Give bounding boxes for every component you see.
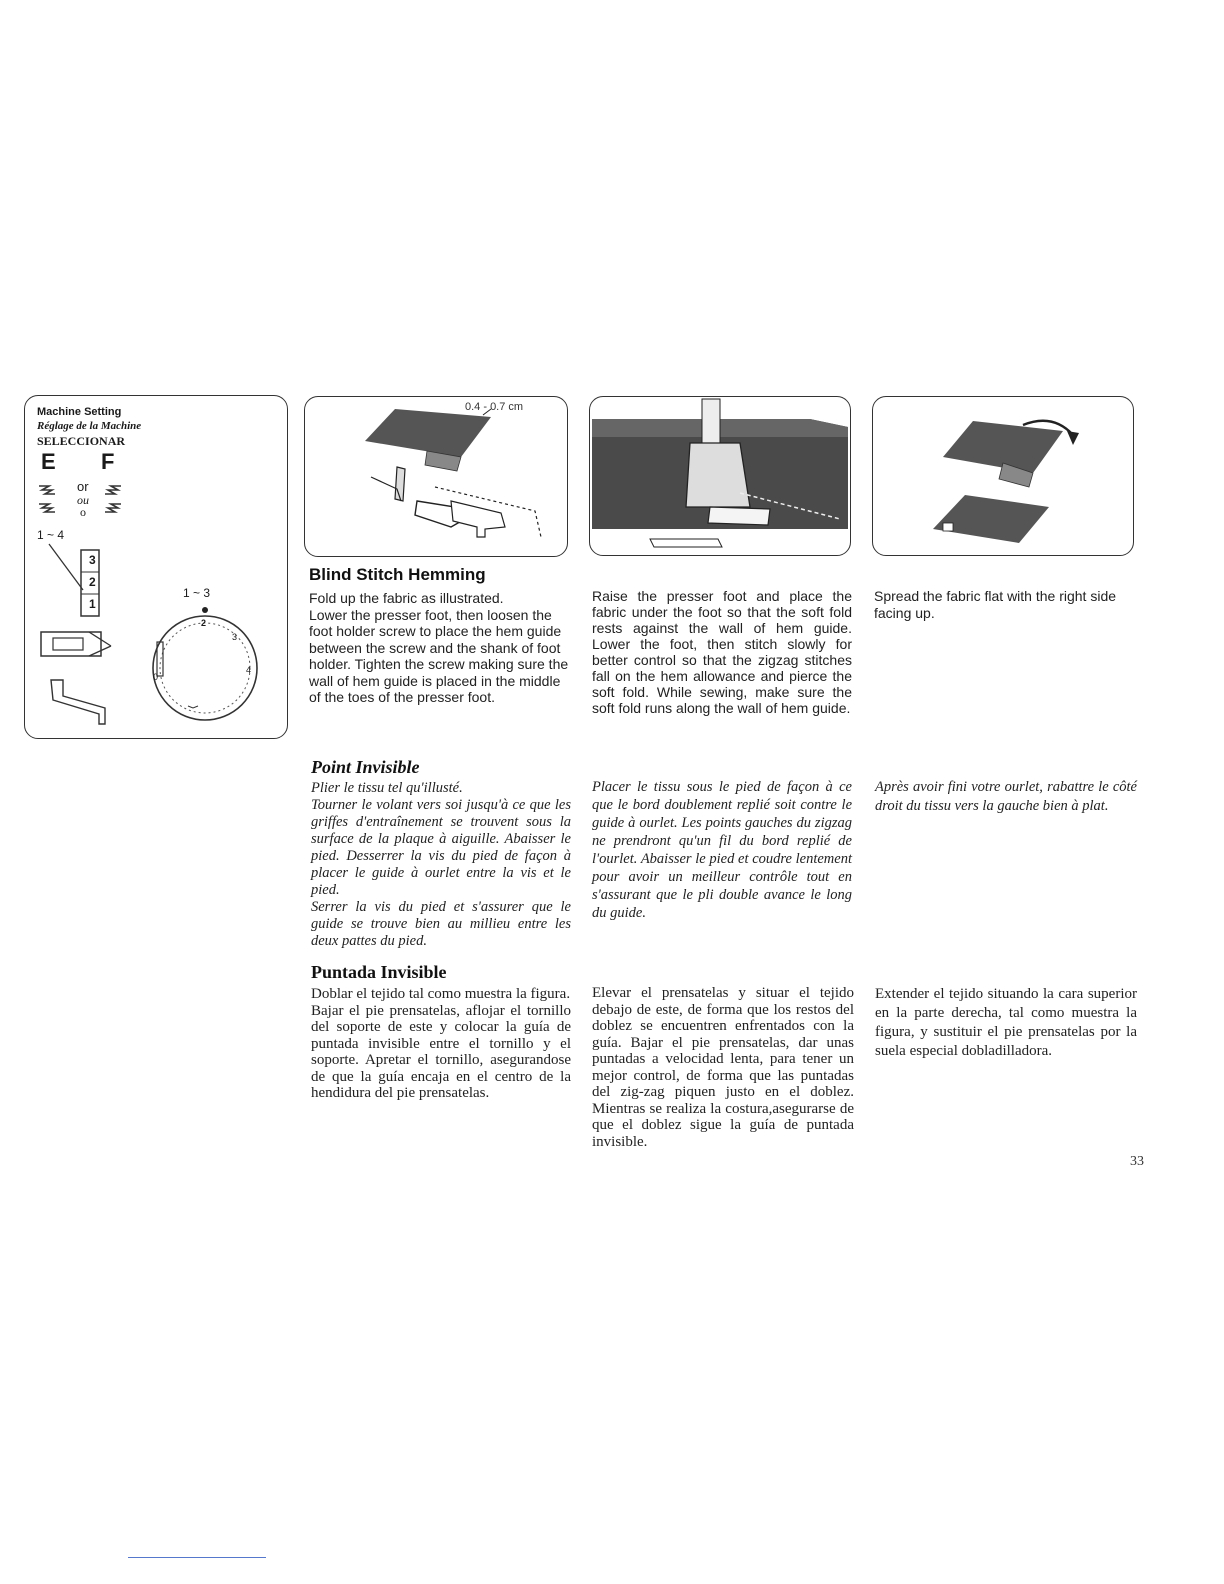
spanish-col3-text: Extender el tejido situando la cara superior en la parte derecha, tal como muestra la figura, y sustituir el pie prensatelas por la suela especial dobladilladora. [875,986,1137,1059]
hem-guide-icon [41,674,121,730]
fold-measurement-label: 0.4 - 0.7 cm [465,401,524,413]
english-col1-para2: Lower the presser foot, then loosen the foot holder screw to place the hem guide between the screw and the shank of foot holder. Tighten the screw making sure the wall of hem guide is placed in the middle of the toes of the presser foot. [309,606,569,705]
pattern-f-label: F [101,449,115,474]
page-number: 33 [1130,1154,1144,1169]
blind-stitch-pattern-e-icon [35,478,69,526]
spanish-col1-text [311,986,571,1102]
french-col1-para3: Serrer la vis du pied et s'assurer que le guide se trouve bien au millieu entre les deux pattes du pied. [311,899,571,949]
machine-setting-label-es: SELECCIONAR [37,434,126,448]
english-col1-para1: Fold up the fabric as illustrated. [309,590,504,606]
length-mark-2: 2 [89,575,96,589]
footer-rule [128,1557,266,1558]
folded-fabric-with-guide-illustration [305,397,567,555]
dial-mark-0: 0 [153,672,159,682]
french-heading: Point Invisible [311,757,420,777]
figure-spread-fabric [872,396,1134,556]
french-col3-text: Après avoir fini votre ourlet, rabattre le côté droit du tissu vers la gauche bien à plat. [875,779,1137,814]
spanish-col2-text: Elevar el prensatelas y situar el tejido debajo de este, de forma que los restos del doblez se encuentren enfrentados con la guía. Bajar el pie prensatelas, dar unas puntadas a velocidad lenta, para tener un mejor control, de forma que las puntadas del zig-zag piquen justo en el doblez. Mientras se realiza la costura,asegurarse de que el doblez sigue la guía de puntada invisible. [592,985,854,1150]
dial-mark-4: 4 [246,665,252,675]
or-en: or [77,479,89,494]
blind-stitch-pattern-f-icon [95,478,129,526]
or-es: o [80,505,86,519]
thread-tension-dial-icon [143,602,271,728]
english-col1-text [309,590,571,706]
french-col1-para2: Tourner le volant vers soi jusqu'à ce que les griffes d'entraînement se trouvent sous la surface de la plaque à aiguille. Abaisser le pied. Desserrer la vis du pied de façon à placer le guide à ourlet entre la vis et le pied. [311,797,571,898]
french-col1-text [311,780,571,950]
sewing-under-foot-illustration [590,397,850,555]
dial-mark-3: 3 [232,632,238,642]
french-col1-para1: Plier le tissu tel qu'illusté. [311,780,463,796]
tension-range: 1 ~ 3 [183,586,211,600]
machine-setting-label-fr: Réglage de la Machine [37,420,142,432]
figure-fold-fabric [304,396,568,557]
blind-hem-foot-icon [37,626,117,666]
english-heading: Blind Stitch Hemming [309,565,486,584]
machine-setting-panel [24,395,288,739]
stitch-length-dial-icon [45,542,105,622]
machine-setting-label-en: Machine Setting [37,406,122,418]
fabric-spread-flat-illustration [873,397,1133,555]
english-col2-text: Raise the presser foot and place the fabric under the foot so that the soft fold rests against the wall of hem guide. Lower the foot, then stitch slowly for better control so that the zigzag stitches fall on the hem allowance and pierce the soft fold. While sewing, make sure the soft fold runs along the wall of hem guide. [592,588,852,716]
or-fr: ou [77,493,89,507]
french-col2-text: Placer le tissu sous le pied de façon à ce que le bord doublement replié soit contre le guide à ourlet. Les points gauches du zigzag ne prendront qu'un fil du bord replié de l'ourlet. Abaisser le pied et coudre lentement pour avoir un meilleur contrôle tout en s'assurant que le pli double avance le long du guide. [592,779,852,921]
dial-mark-2: 2 [201,618,207,628]
pattern-e-label: E [41,449,56,474]
length-mark-1: 1 [89,597,96,611]
figure-sewing [589,396,851,556]
spanish-heading: Puntada Invisible [311,962,447,982]
length-mark-3: 3 [89,553,96,567]
spanish-col1-para2: Bajar el pie prensatelas, aflojar el tornillo del soporte de este y colocar la guía de puntada invisible entre el tornillo y el soporte. Apretar el tornillo, asegurandose de que la guía encaja en el centro de la hendidura del pie prensatelas. [311,1002,571,1101]
english-col3-text: Spread the fabric flat with the right side facing up. [874,588,1117,621]
stitch-length-range: 1 ~ 4 [37,528,65,542]
spanish-col1-para1: Doblar el tejido tal como muestra la figura. [311,986,571,1002]
